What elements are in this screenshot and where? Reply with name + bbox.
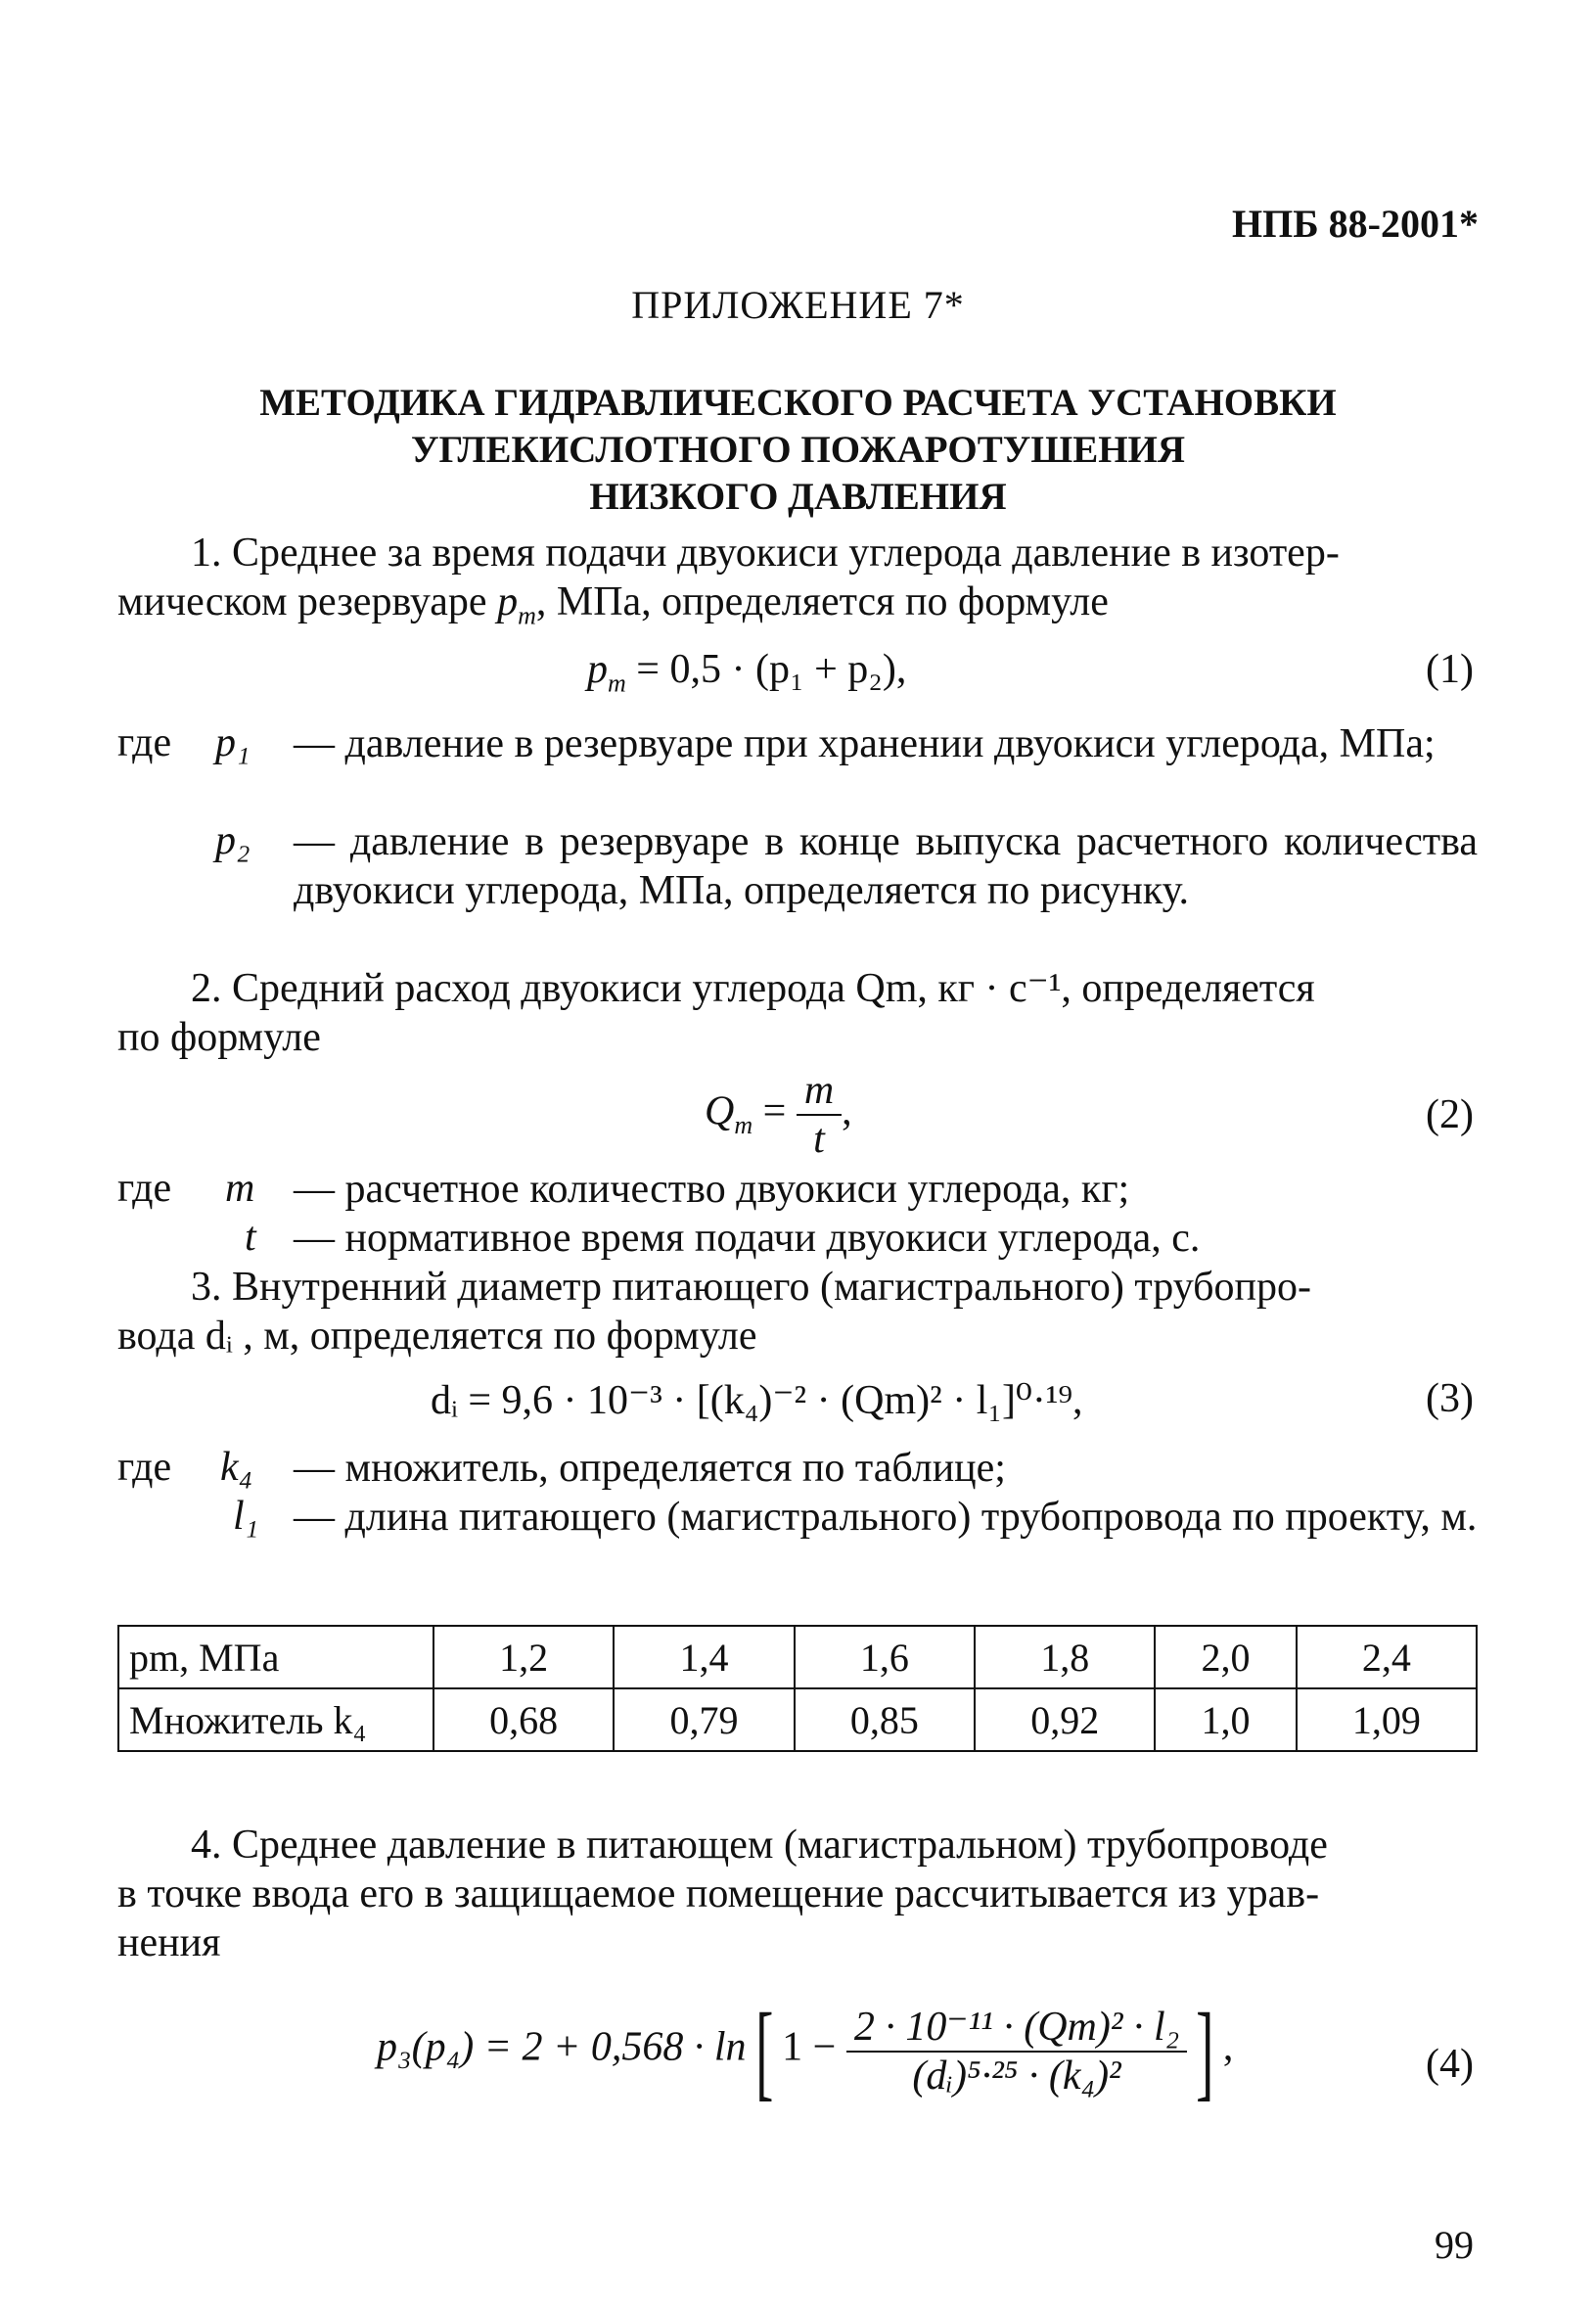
- symbol-l1: l₁: [233, 1494, 259, 1539]
- symbol-m: m: [225, 1166, 255, 1211]
- table-cell: 2,4: [1297, 1626, 1477, 1688]
- table-cell: 1,4: [614, 1626, 794, 1688]
- document-code: НПБ 88-2001*: [1232, 202, 1479, 246]
- where-label-2: где: [117, 1166, 172, 1211]
- table-cell: 0,79: [614, 1688, 794, 1751]
- table-cell: 2,0: [1155, 1626, 1296, 1688]
- appendix-heading: ПРИЛОЖЕНИЕ 7*: [631, 283, 965, 327]
- table-cell: 1,2: [433, 1626, 614, 1688]
- p2-description: — давление в резервуаре в конце выпуска расчетного количества двуокиси углерода, МПа, определяется по рисунку.: [294, 819, 1478, 913]
- p1-description: — давление в резервуаре при хранении двуокиси углерода, МПа;: [294, 721, 1436, 766]
- t-description: — нормативное время подачи двуокиси углерода, с.: [294, 1216, 1201, 1261]
- section4-line1: 4. Среднее давление в питающем (магистральном) трубопроводе: [191, 1823, 1328, 1868]
- table-cell: 0,92: [975, 1688, 1155, 1751]
- table-cell: 0,68: [433, 1688, 614, 1751]
- formula-2: $Q_m$ = $\frac{m}{t}$ ,: [705, 1068, 852, 1162]
- section4-line3: нения: [117, 1920, 221, 1965]
- table-cell: 0,85: [795, 1688, 975, 1751]
- table-row: [118, 1688, 1477, 1751]
- table-row: [118, 1626, 1477, 1688]
- page-number: 99: [1435, 2223, 1474, 2267]
- title-line-3: НИЗКОГО ДАВЛЕНИЯ: [589, 476, 1007, 518]
- table-cell: pm, МПа: [118, 1626, 433, 1688]
- symbol-t: t: [245, 1215, 256, 1260]
- k4-table: [117, 1625, 1478, 1752]
- where-label-1: где: [117, 720, 172, 765]
- table-cell: Множитель k₄: [118, 1688, 433, 1751]
- formula-1: $p_m = 0,5 \cdot (p_1 + p_2)$,: [587, 647, 907, 698]
- section4-line2: в точке ввода его в защищаемое помещение рассчитывается из урав-: [117, 1871, 1320, 1916]
- l1-description: — длина питающего (магистрального) трубопровода по проекту, м.: [294, 1495, 1478, 1540]
- title-line-1: МЕТОДИКА ГИДРАВЛИЧЕСКОГО РАСЧЕТА УСТАНОВКИ: [259, 382, 1337, 424]
- where-label-3: где: [117, 1445, 172, 1490]
- symbol-p2: p₂: [215, 818, 251, 863]
- table-cell: 1,09: [1297, 1688, 1477, 1751]
- section2-line1: 2. Средний расход двуокиси углерода Qm, кг · с⁻¹, определяется: [191, 966, 1315, 1011]
- symbol-p1: p₁: [215, 720, 251, 765]
- symbol-k4: k₄: [220, 1445, 253, 1490]
- section2-line2: по формуле: [117, 1015, 321, 1060]
- section3-line2: вода dᵢ , м, определяется по формуле: [117, 1314, 757, 1359]
- section3-line1: 3. Внутренний диаметр питающего (магистрального) трубопро-: [191, 1265, 1311, 1310]
- formula-4: p₃(p₄) = 2 + 0,568 · ln[ 1 − $\frac{\text{2 · 10⁻¹¹ · (Qm)² · l₂}}{\text{(dᵢ)⁵·²⁵ · (k₄)²}}$ ] ,: [377, 1991, 1234, 2110]
- formula-2-number: (2): [1426, 1092, 1474, 1137]
- title-line-2: УГЛЕКИСЛОТНОГО ПОЖАРОТУШЕНИЯ: [410, 429, 1186, 471]
- section1-line2: мическом резервуаре $p_m$, МПа, определяется по формуле: [117, 579, 1109, 630]
- k4-description: — множитель, определяется по таблице;: [294, 1446, 1006, 1491]
- table-cell: 1,6: [795, 1626, 975, 1688]
- formula-1-number: (1): [1426, 647, 1474, 692]
- formula-4-number: (4): [1426, 2042, 1474, 2087]
- formula-3-number: (3): [1426, 1376, 1474, 1421]
- m-description: — расчетное количество двуокиси углерода, кг;: [294, 1167, 1130, 1212]
- formula-3: dᵢ = 9,6 · 10⁻³ · [(k₄)⁻² · (Qm)² · l₁]⁰·¹⁹,: [431, 1378, 1083, 1423]
- section1-line1: 1. Среднее за время подачи двуокиси углерода давление в изотер-: [191, 531, 1340, 576]
- table-cell: 1,8: [975, 1626, 1155, 1688]
- table-cell: 1,0: [1155, 1688, 1296, 1751]
